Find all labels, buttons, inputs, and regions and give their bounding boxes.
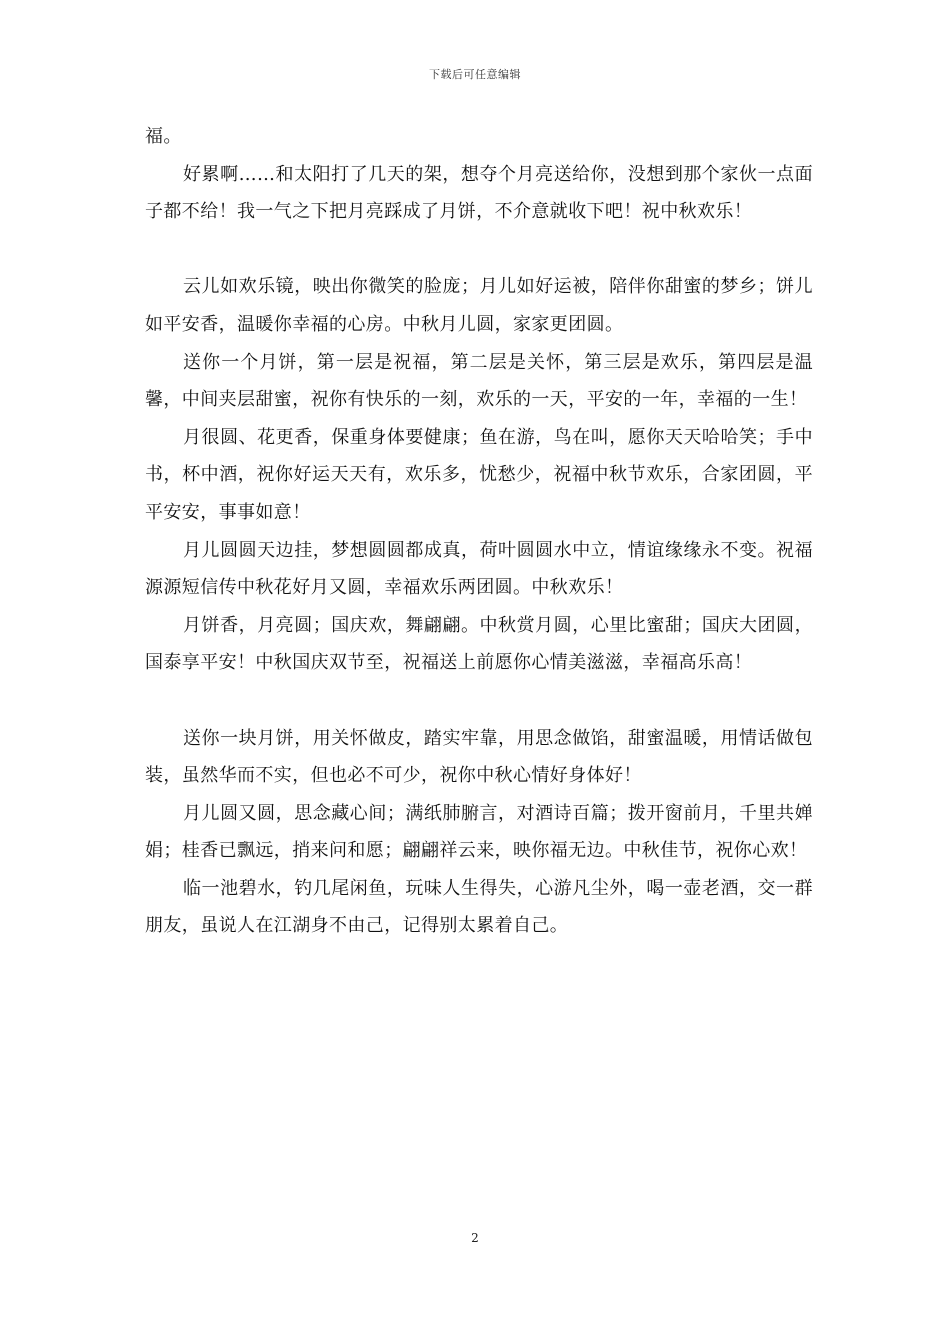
paragraph: 临一池碧水，钓几尾闲鱼，玩味人生得失，心游凡尘外，喝一壶老酒，交一群朋友，虽说人在江湖身不由己，记得别太累着自己。 (145, 877, 813, 937)
paragraph: 云儿如欢乐镜，映出你微笑的脸庞；月儿如好运被，陪伴你甜蜜的梦乡；饼儿如平安香，温暖你幸福的心房。中秋月儿圆，家家更团圆。 (145, 276, 813, 335)
document-body (145, 118, 813, 945)
paragraph: 月很圆、花更香，保重身体要健康；鱼在游，鸟在叫，愿你天天哈哈笑；手中书，杯中酒，祝你好运天天有，欢乐多，忧愁少，祝福中秋节欢乐，合家团圆，平平安安，事事如意！ (145, 426, 813, 523)
paragraph: 月儿圆又圆，思念藏心间；满纸肺腑言，对酒诗百篇；拨开窗前月，千里共婵娟；桂香已飘远，捎来问和愿；翩翩祥云来，映你福无边。中秋佳节，祝你心欢！ (145, 802, 813, 862)
paragraph: 月饼香，月亮圆；国庆欢，舞翩翩。中秋赏月圆，心里比蜜甜；国庆大团圆，国泰享平安！中秋国庆双节至，祝福送上前愿你心情美滋滋，幸福高乐高！ (145, 614, 813, 674)
blank-line (145, 682, 813, 720)
paragraph: 送你一块月饼，用关怀做皮，踏实牢靠，用思念做馅，甜蜜温暖，用情话做包装，虽然华而不实，但也必不可少，祝你中秋心情好身体好！ (145, 727, 813, 787)
page-header: 下载后可任意编辑 (429, 68, 521, 81)
paragraph: 送你一个月饼，第一层是祝福，第二层是关怀，第三层是欢乐，第四层是温馨，中间夹层甜蜜，祝你有快乐的一刻，欢乐的一天，平安的一年，幸福的一生！ (145, 351, 813, 411)
paragraph-continuation: 福。 (145, 126, 182, 147)
paragraph: 月儿圆圆天边挂，梦想圆圆都成真，荷叶圆圆水中立，情谊缘缘永不变。祝福源源短信传中秋花好月又圆，幸福欢乐两团圆。中秋欢乐！ (145, 539, 813, 599)
page-number: 2 (471, 1231, 479, 1245)
paragraph: 好累啊……和太阳打了几天的架，想夺个月亮送给你，没想到那个家伙一点面子都不给！我一气之下把月亮踩成了月饼，不介意就收下吧！祝中秋欢乐！ (145, 163, 813, 223)
blank-line (145, 231, 813, 269)
